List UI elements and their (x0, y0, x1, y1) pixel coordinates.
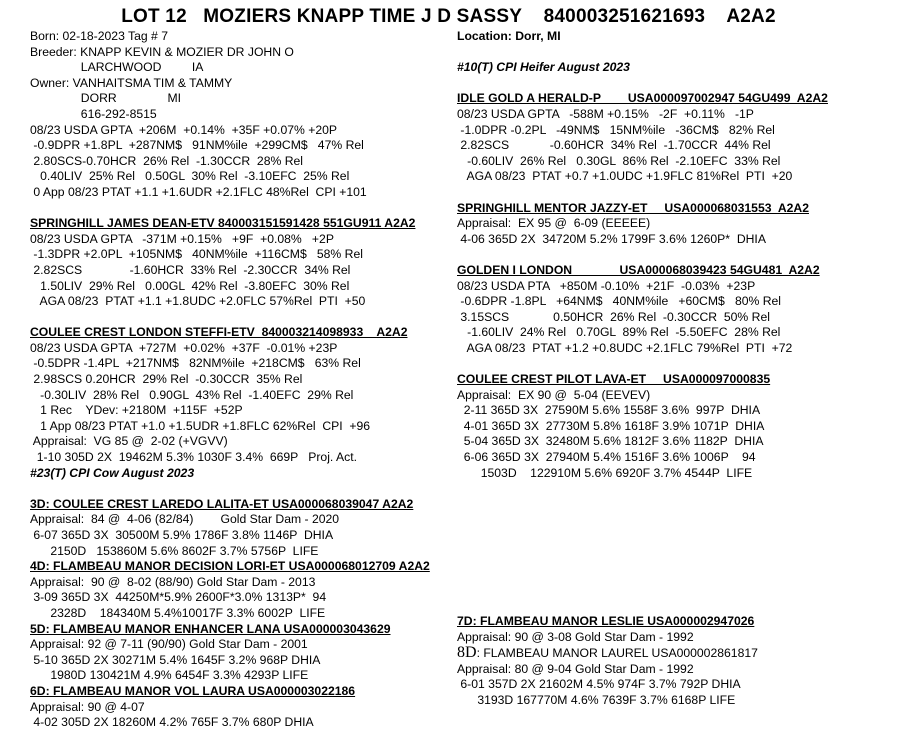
jazzy-line: Appraisal: EX 95 @ 6-09 (EEEEE) (457, 216, 651, 231)
born-line: Born: 02-18-2023 Tag # 7 (30, 29, 169, 43)
dam-line: Appraisal: VG 85 @ 2-02 (+VGVV) (30, 434, 228, 449)
sire-line: 1.50LIV 29% Rel 0.00GL 42% Rel -3.80EFC 30% Rel (30, 278, 350, 293)
dam-line: -0.5DPR -1.4PL +217NM$ 82NM%ile +218CM$ 63% Rel (30, 356, 361, 371)
fourth-dam-line: 2328D 184340M 5.4%10017F 3.3% 6002P LIFE (30, 605, 326, 620)
genomic-line: 0 App 08/23 PTAT +1.1 +1.6UDR +2.1FLC 48%Rel CPI +101 (30, 184, 367, 199)
lava-line: 2-11 365D 3X 27590M 5.6% 1558F 3.6% 997P DHIA (457, 403, 761, 418)
third-dam-line: 2150D 153860M 5.6% 8602F 3.7% 5756P LIFE (30, 543, 319, 558)
london-line: AGA 08/23 PTAT +1.2 +0.8UDC +2.1FLC 79%Rel PTI +72 (457, 340, 793, 355)
dam-note: #23(T) CPI Cow August 2023 (30, 465, 195, 480)
fourth-dam-line: 3-09 365D 3X 44250M*5.9% 2600F*3.0% 1313P* 94 (30, 590, 327, 605)
sixth-dam-name: 6D: FLAMBEAU MANOR VOL LAURA USA000003022186 (30, 683, 356, 698)
dam-name: COULEE CREST LONDON STEFFI-ETV 840003214098933 A2A2 (30, 325, 408, 340)
owner-location: DORR MI (30, 91, 182, 106)
eighth-dam-prefix: 8D (457, 644, 477, 662)
lava-line: 1503D 122910M 5.6% 6920F 3.7% 4544P LIFE (457, 465, 753, 480)
dam-line: 2.98SCS 0.20HCR 29% Rel -0.30CCR 35% Rel (30, 372, 303, 387)
genomic-line: 0.40LIV 25% Rel 0.50GL 30% Rel -3.10EFC 25% Rel (30, 169, 350, 184)
fifth-dam-line: 5-10 365D 2X 30271M 5.4% 1645F 3.2% 968P DHIA (30, 652, 321, 667)
london-name: GOLDEN I LONDON USA000068039423 54GU481 A2A2 (457, 262, 820, 277)
lot-title: LOT 12 MOZIERS KNAPP TIME J D SASSY 840003251621693 A2A2 (121, 6, 776, 27)
genomic-line: 08/23 USDA GPTA +206M +0.14% +35F +0.07% +20P (30, 122, 338, 137)
fifth-dam-line: 1980D 130421M 4.9% 6454F 3.3% 4293P LIFE (30, 668, 309, 683)
breeder-location: LARCHWOOD IA (30, 60, 204, 75)
fourth-dam-name: 4D: FLAMBEAU MANOR DECISION LORI-ET USA000068012709 A2A2 (30, 559, 430, 574)
dam-line: 1 Rec YDev: +2180M +115F +52P (30, 403, 243, 418)
mgs-line: 2.82SCS -0.60HCR 34% Rel -1.70CCR 44% Rel (457, 138, 771, 153)
fifth-dam-line: Appraisal: 92 @ 7-11 (90/90) Gold Star Dam - 2001 (30, 637, 308, 652)
london-line: -1.60LIV 24% Rel 0.70GL 89% Rel -5.50EFC 28% Rel (457, 325, 781, 340)
jazzy-line: 4-06 365D 2X 34720M 5.2% 1799F 3.6% 1260P* DHIA (457, 231, 766, 246)
third-dam-line: 6-07 365D 3X 30500M 5.9% 1786F 3.8% 1146P DHIA (30, 528, 334, 542)
seventh-dam-line: Appraisal: 90 @ 3-08 Gold Star Dam - 1992 (457, 629, 694, 644)
mgs-line: 08/23 USDA GPTA -588M +0.15% -2F +0.11% -1P (457, 106, 754, 121)
right-bottom-block (457, 614, 887, 709)
eighth-dam-line: 6-01 357D 2X 21602M 4.5% 974F 3.7% 792P DHIA (457, 677, 741, 692)
lava-name: COULEE CREST PILOT LAVA-ET USA000097000835 (457, 372, 771, 387)
london-line: 08/23 USDA PTA +850M -0.10% +21F -0.03% +23P (457, 278, 756, 293)
mgs-line: -1.0DPR -0.2PL -49NM$ 15NM%ile -36CM$ 82% Rel (457, 122, 775, 137)
sire-name: SPRINGHILL JAMES DEAN-ETV 840003151591428 551GU911 A2A2 (30, 216, 416, 231)
owner-phone: 616-292-8515 (30, 106, 157, 121)
mgs-name: IDLE GOLD A HERALD-P USA000097002947 54GU499 A2A2 (457, 91, 828, 106)
london-line: -0.6DPR -1.8PL +64NM$ 40NM%ile +60CM$ 80% Rel (457, 294, 782, 309)
lava-line: 6-06 365D 3X 27940M 5.4% 1516F 3.6% 1006P 94 (457, 450, 756, 465)
mgs-line: -0.60LIV 26% Rel 0.30GL 86% Rel -2.10EFC 33% Rel (457, 153, 781, 168)
eighth-dam-name-rest: : FLAMBEAU MANOR LAUREL USA000002861817 (476, 646, 758, 661)
london-line: 3.15SCS 0.50HCR 26% Rel -0.30CCR 50% Rel (457, 309, 770, 324)
sire-line: 2.82SCS -1.60HCR 33% Rel -2.30CCR 34% Rel (30, 262, 351, 277)
heifer-note: #10(T) CPI Heifer August 2023 (457, 60, 630, 75)
breeder-line: Breeder: KNAPP KEVIN & MOZIER DR JOHN O (30, 44, 294, 59)
sixth-dam-line: 4-02 305D 2X 18260M 4.2% 765F 3.7% 680P DHIA (30, 715, 314, 730)
sire-line: AGA 08/23 PTAT +1.1 +1.8UDC +2.0FLC 57%Rel PTI +50 (30, 294, 366, 309)
genomic-line: -0.9DPR +1.8PL +287NM$ 91NM%ile +299CM$ 47% Rel (30, 138, 364, 153)
third-dam-line: Appraisal: 84 @ 4-06 (82/84) Gold Star Dam - 2020 (30, 512, 340, 527)
lava-line: Appraisal: EX 90 @ 5-04 (EEVEV) (457, 387, 651, 402)
fifth-dam-name: 5D: FLAMBEAU MANOR ENHANCER LANA USA000003043629 (30, 621, 391, 636)
dam-line: 1 App 08/23 PTAT +1.0 +1.5UDR +1.8FLC 62%Rel CPI +96 (30, 418, 371, 433)
left-column (30, 29, 455, 731)
eighth-dam-line: Appraisal: 80 @ 9-04 Gold Star Dam - 1992 (457, 661, 694, 676)
eighth-dam-name (457, 645, 887, 662)
sire-line: 08/23 USDA GPTA -371M +0.15% +9F +0.08% +2P (30, 231, 334, 246)
lava-line: 4-01 365D 3X 27730M 5.8% 1618F 3.9% 1071P DHIA (457, 418, 765, 433)
owner-line: Owner: VANHAITSMA TIM & TAMMY (30, 75, 233, 90)
right-column (457, 29, 887, 481)
dam-line: 08/23 USDA GPTA +727M +0.02% +37F -0.01% +23P (30, 340, 338, 355)
fourth-dam-line: Appraisal: 90 @ 8-02 (88/90) Gold Star Dam - 2013 (30, 574, 316, 589)
sixth-dam-line: Appraisal: 90 @ 4-07 (30, 699, 145, 714)
third-dam-name: 3D: COULEE CREST LAREDO LALITA-ET USA000068039047 A2A2 (30, 496, 414, 511)
mgs-line: AGA 08/23 PTAT +0.7 +1.0UDC +1.9FLC 81%Rel PTI +20 (457, 169, 793, 184)
seventh-dam-name: 7D: FLAMBEAU MANOR LESLIE USA000002947026 (457, 614, 755, 628)
eighth-dam-line: 3193D 167770M 4.6% 7639F 3.7% 6168P LIFE (457, 692, 736, 707)
genomic-line: 2.80SCS-0.70HCR 26% Rel -1.30CCR 28% Rel (30, 153, 303, 168)
lava-line: 5-04 365D 3X 32480M 5.6% 1812F 3.6% 1182P DHIA (457, 434, 764, 449)
sire-line: -1.3DPR +2.0PL +105NM$ 40NM%ile +116CM$ 58% Rel (30, 247, 363, 262)
dam-line: 1-10 305D 2X 19462M 5.3% 1030F 3.4% 669P Proj. Act. (30, 450, 358, 465)
dam-line: -0.30LIV 28% Rel 0.90GL 43% Rel -1.40EFC 29% Rel (30, 387, 354, 402)
jazzy-name: SPRINGHILL MENTOR JAZZY-ET USA000068031553 A2A2 (457, 200, 809, 215)
location-line: Location: Dorr, MI (457, 29, 561, 43)
